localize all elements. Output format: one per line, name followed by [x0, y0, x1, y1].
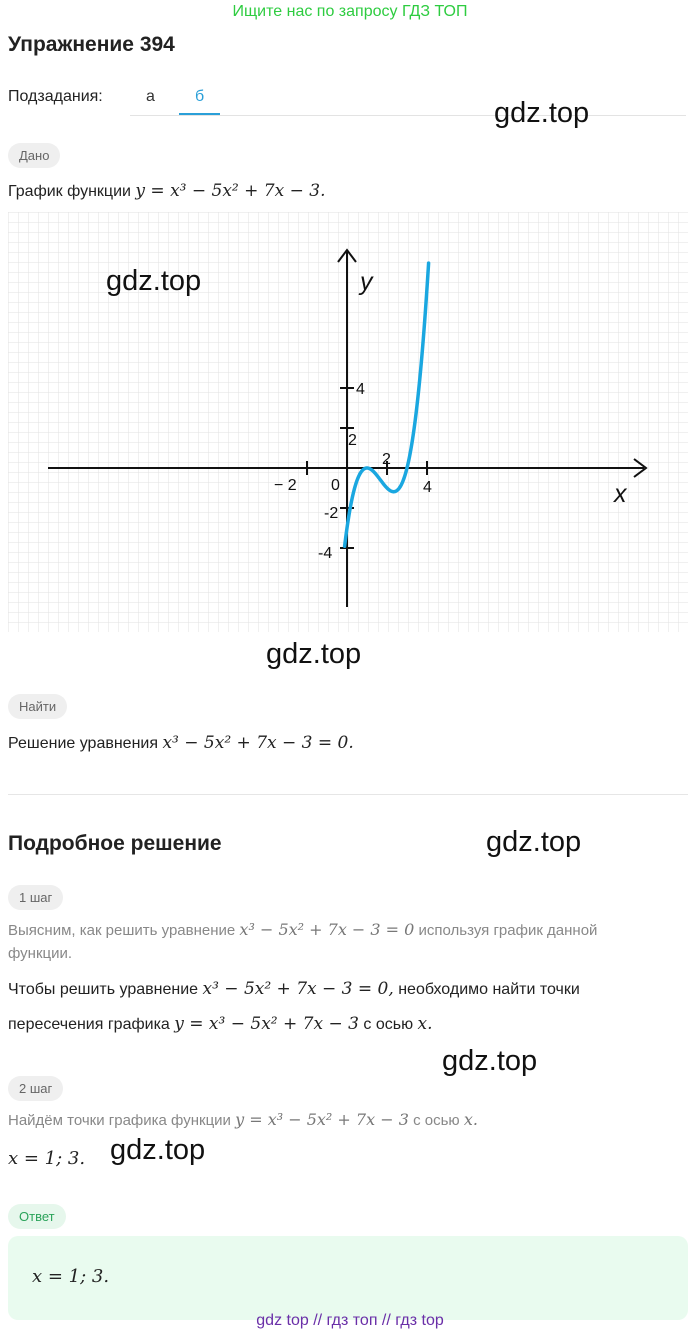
y-tick-label-neg2: -2 — [324, 505, 339, 522]
active-tab-indicator — [179, 113, 220, 115]
step1-pill — [8, 885, 63, 910]
subtasks-divider — [130, 115, 686, 116]
x-axis-label: x — [614, 480, 627, 508]
watermark: gdz.top — [494, 97, 590, 129]
step2-pill — [8, 1076, 63, 1101]
step1-line1 — [8, 979, 580, 999]
x-tick-label-4: 4 — [423, 479, 432, 496]
given-pill — [8, 143, 60, 168]
x-tick-label-neg2: − 2 — [274, 477, 297, 494]
solution-title: Подробное решение — [8, 832, 222, 855]
top-banner[interactable]: Ищите нас по запросу ГДЗ ТОП — [232, 3, 468, 20]
find-pill-label: Найти — [8, 694, 67, 719]
step1-line1-prefix: Чтобы решить уравнение — [8, 981, 199, 998]
answer-box — [8, 1236, 688, 1320]
watermark: gdz.top — [266, 638, 362, 670]
y-axis-label: y — [360, 268, 373, 296]
tab-a[interactable]: а — [146, 88, 155, 105]
step1-hint-formula: x³ − 5x² + 7x − 3 = 0 — [239, 920, 415, 939]
find-text — [8, 733, 354, 753]
step1-line2-formula: y = x³ − 5x² + 7x − 3 — [174, 1014, 359, 1034]
subtasks-label: Подзадания: — [8, 88, 103, 105]
step2-hint — [8, 1110, 478, 1129]
step2-hint-prefix: Найдём точки графика функции — [8, 1112, 231, 1129]
watermark: gdz.top — [110, 1134, 206, 1166]
step2-hint-middle: с осью — [413, 1112, 460, 1129]
step1-hint — [8, 918, 688, 965]
given-pill-label: Дано — [8, 143, 60, 168]
step1-line2-middle: с осью — [363, 1016, 414, 1033]
answer-pill — [8, 1204, 66, 1229]
page-title: Упражнение 394 — [8, 33, 175, 56]
step1-pill-label: 1 шаг — [8, 885, 63, 910]
section-divider — [8, 794, 688, 795]
step1-line2-prefix: пересечения графика — [8, 1016, 170, 1033]
find-formula: x³ − 5x² + 7x − 3 = 0. — [162, 733, 354, 753]
find-pill — [8, 694, 67, 719]
step1-hint-suffix: используя график данной — [418, 922, 598, 939]
given-label: График функции — [8, 183, 131, 200]
origin-label: 0 — [331, 477, 340, 494]
y-tick-label-2: 2 — [348, 432, 357, 449]
y-tick-label-4: 4 — [356, 381, 365, 398]
watermark: gdz.top — [486, 826, 582, 858]
tab-b[interactable]: б — [195, 88, 205, 105]
step1-hint-prefix: Выясним, как решить уравнение — [8, 922, 236, 939]
find-label: Решение уравнения — [8, 735, 159, 752]
step2-result: x = 1; 3. — [8, 1148, 86, 1169]
answer-value: x = 1; 3. — [32, 1266, 110, 1287]
y-tick-label-neg4: -4 — [318, 545, 333, 562]
step1-line2 — [8, 1014, 433, 1034]
step1-line1-formula: x³ − 5x² + 7x − 3 = 0, — [202, 979, 394, 999]
step1-line2-var: x. — [417, 1014, 433, 1034]
watermark: gdz.top — [106, 265, 202, 297]
given-text — [8, 181, 325, 201]
step1-line1-suffix: необходимо найти точки — [398, 981, 580, 998]
answer-pill-label: Ответ — [8, 1204, 66, 1229]
step2-hint-var: x. — [463, 1110, 478, 1129]
x-tick-label-2: 2 — [382, 451, 391, 468]
step1-hint-line2: функции. — [8, 945, 73, 962]
step2-pill-label: 2 шаг — [8, 1076, 63, 1101]
given-formula: y = x³ − 5x² + 7x − 3. — [135, 181, 326, 201]
step2-hint-formula: y = x³ − 5x² + 7x − 3 — [235, 1110, 409, 1129]
footer-links[interactable]: gdz top // гдз топ // гдз top — [256, 1312, 444, 1329]
watermark: gdz.top — [442, 1045, 538, 1077]
